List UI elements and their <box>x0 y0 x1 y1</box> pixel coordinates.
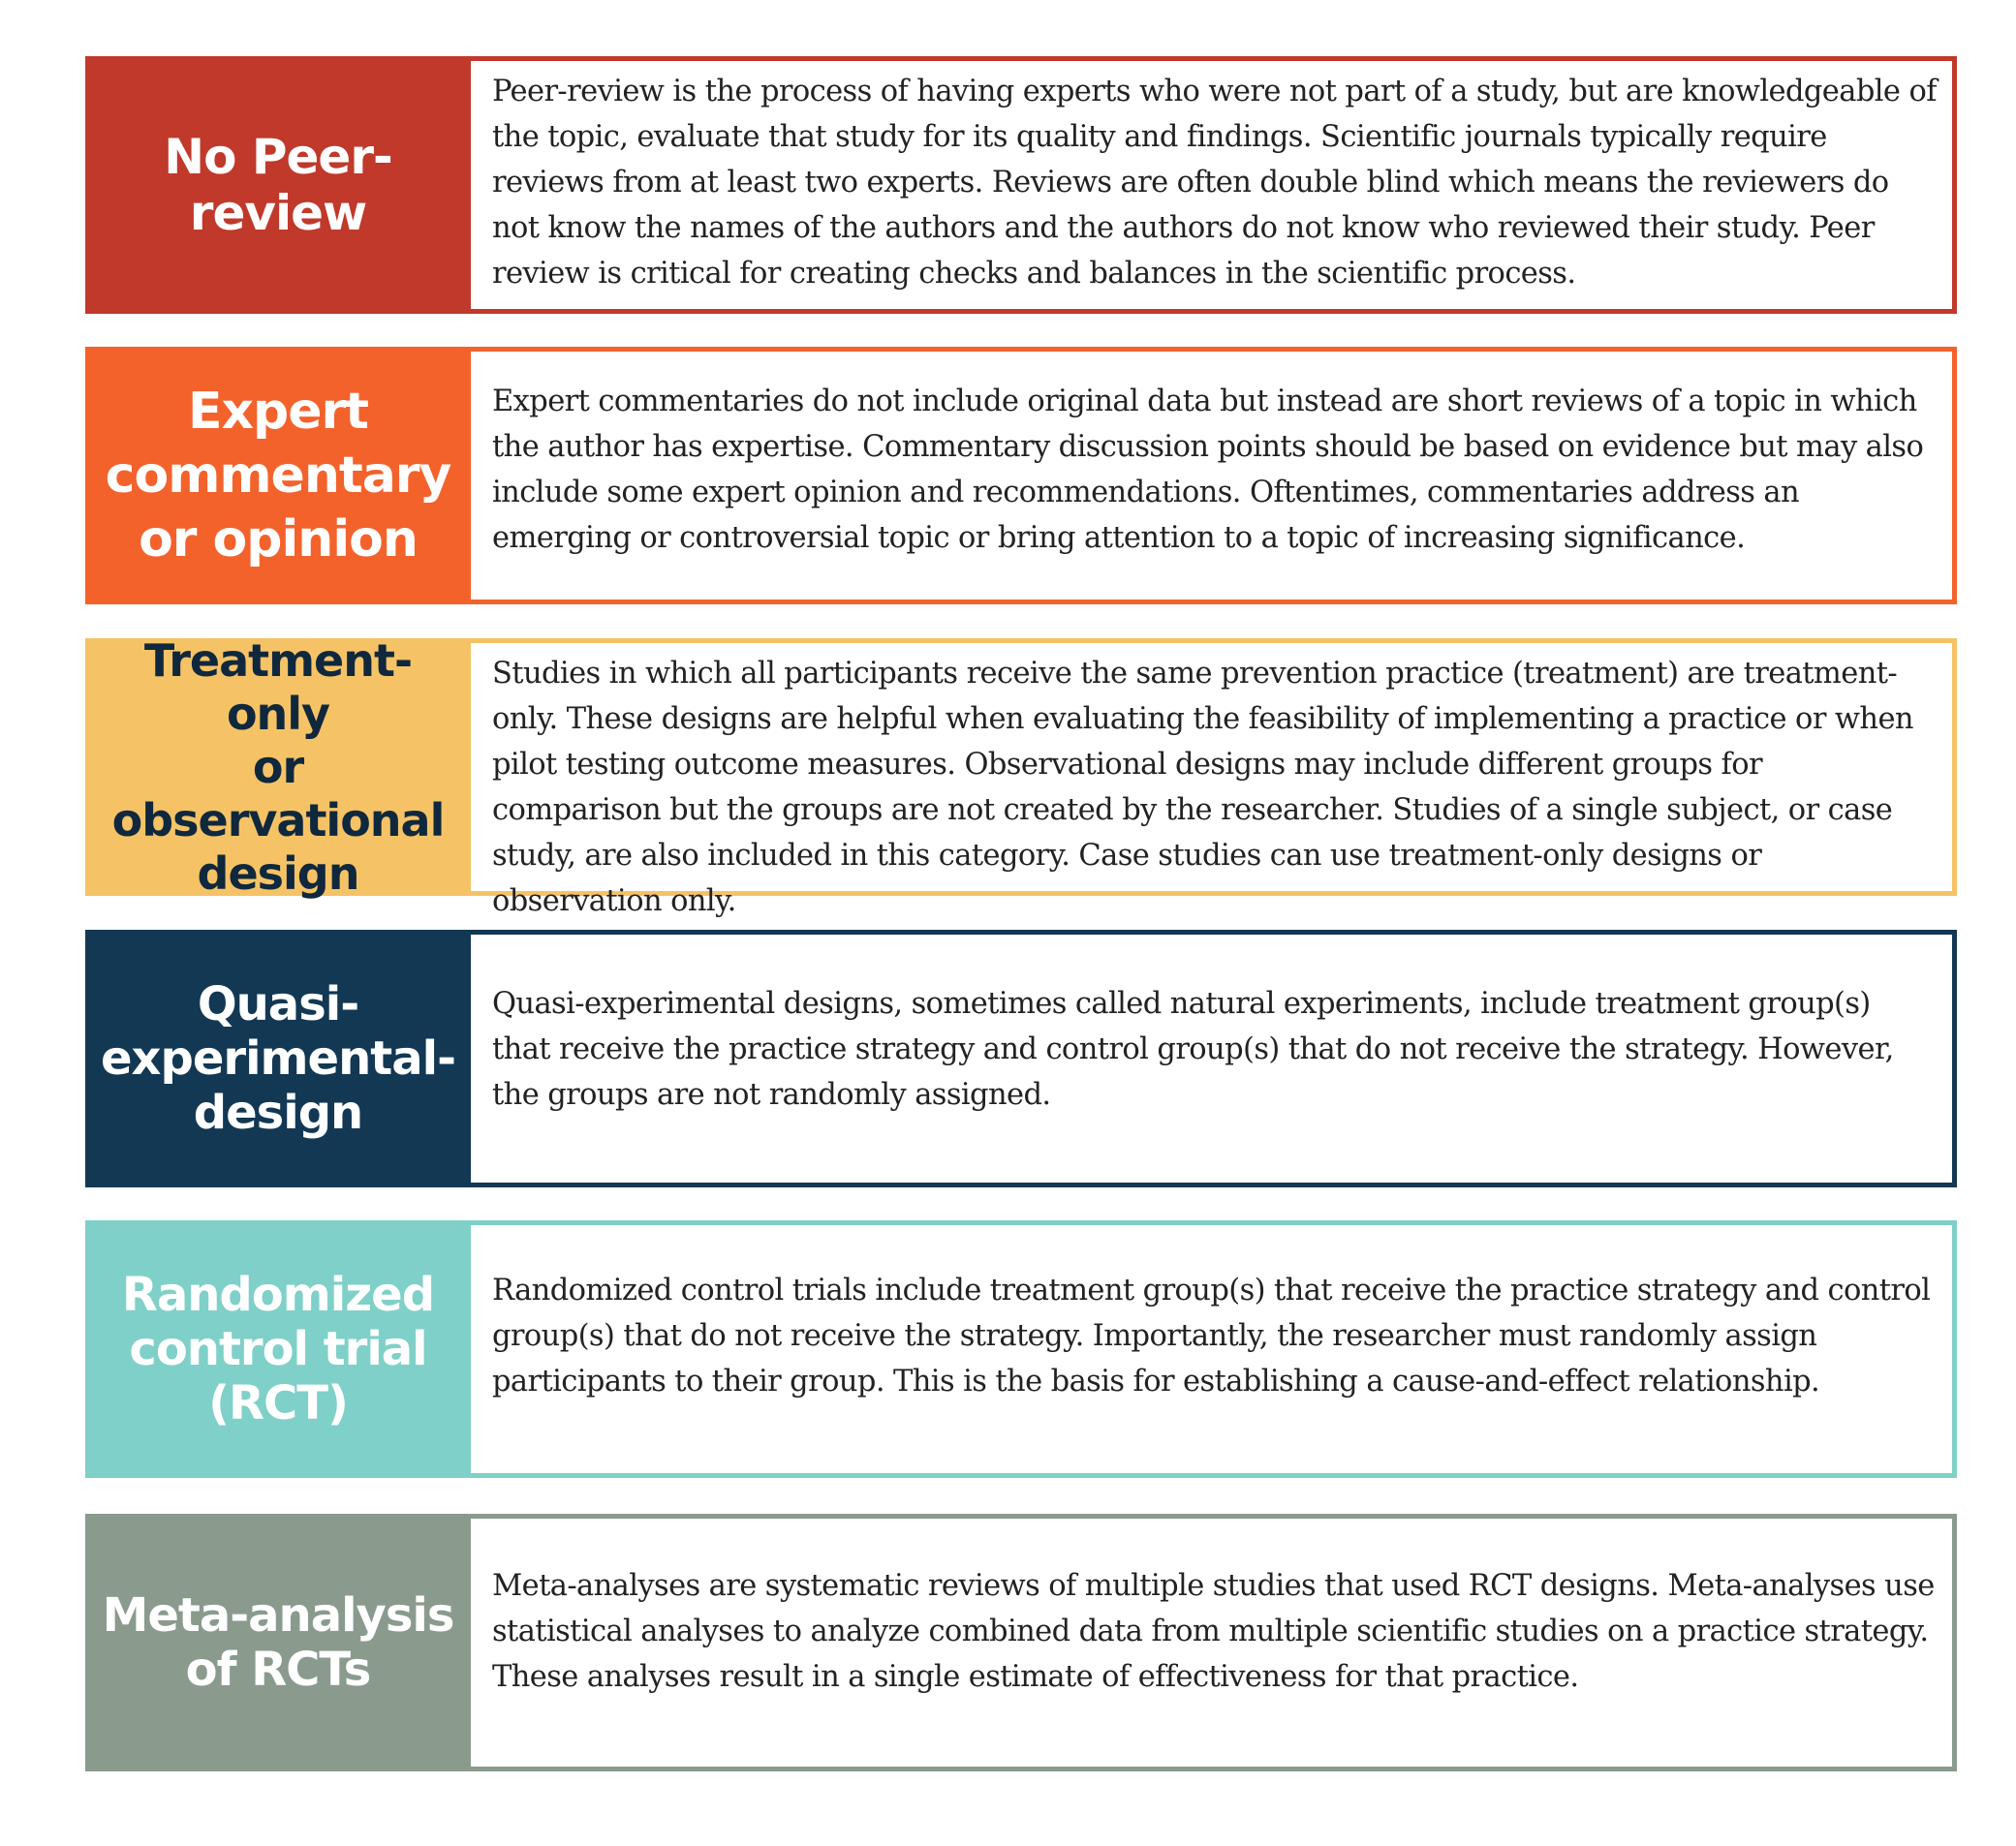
row-description-box <box>471 1519 1952 1767</box>
row-label-box <box>85 633 471 900</box>
row-meta-analysis <box>85 1514 1957 1771</box>
row-label: Randomized control trial (RCT) <box>121 1268 435 1431</box>
row-description: Peer-review is the process of having experts who were not part of a study, but are knowledgeable of the topic, evaluate that study for its quality and findings. Scientific journals typically require reviews from at least two experts. Reviews are often double blind which means the reviewers do not know the names of the authors and the authors do not know who reviewed their study. Peer review is critical for creating checks and balances in the scientific process. <box>492 75 1937 291</box>
row-description: Meta-analyses are systematic reviews of multiple studies that used RCT designs. Meta-analyses use statistical analyses to analyze combined data from multiple scientific studies on a practice strategy. These analyses result in a single estimate of effectiveness for that practice. <box>492 1569 1935 1694</box>
row-quasi-experimental <box>85 930 1957 1187</box>
row-description: Studies in which all participants receive the same prevention practice (treatment) are treatment-only. These designs are helpful when evaluating the feasibility of implementing a practice or when pilot testing outcome measures. Observational designs may include different groups for comparison but the groups are not created by the researcher. Studies of a single subject, or case study, are also included in this category. Case studies can use treatment-only designs or observation only. <box>492 657 1913 918</box>
row-no-peer-review <box>85 56 1957 314</box>
row-label-box <box>85 347 471 604</box>
row-label: Expert commentary or opinion <box>105 383 451 569</box>
row-treatment-only <box>85 633 1957 918</box>
row-description-box <box>471 1225 1952 1473</box>
row-label: Meta-analysis of RCTs <box>102 1588 454 1697</box>
row-label: Treatment-only or observational design <box>111 633 445 900</box>
row-description: Randomized control trials include treatment group(s) that receive the practice strategy and control group(s) that do not receive the strategy. Importantly, the researcher must randomly assign participants to their group. This is the basis for establishing a cause-and-effect relationship. <box>492 1274 1931 1399</box>
row-label: No Peer- review <box>164 129 392 241</box>
row-expert-commentary <box>85 347 1957 604</box>
row-description-box <box>471 935 1952 1183</box>
row-label-box <box>85 930 471 1187</box>
row-description: Quasi-experimental designs, sometimes called natural experiments, include treatment group(s) that receive the practice strategy and control group(s) that do not receive the strategy. However, the groups are not randomly assigned. <box>492 987 1894 1112</box>
row-description-box <box>471 61 1952 309</box>
row-randomized-control-trial <box>85 1220 1957 1478</box>
row-label-box <box>85 1514 471 1771</box>
row-label-box <box>85 1220 471 1478</box>
row-description-box <box>471 352 1952 600</box>
row-description-box <box>471 643 1952 918</box>
row-label: Quasi- experimental- design <box>100 977 455 1140</box>
row-description: Expert commentaries do not include original data but instead are short reviews of a topic in which the author has expertise. Commentary discussion points should be based on evidence but may also include some expert opinion and recommendations. Oftentimes, commentaries address an emerging or controversial topic or bring attention to a topic of increasing significance. <box>492 385 1924 555</box>
row-label-box <box>85 56 471 314</box>
